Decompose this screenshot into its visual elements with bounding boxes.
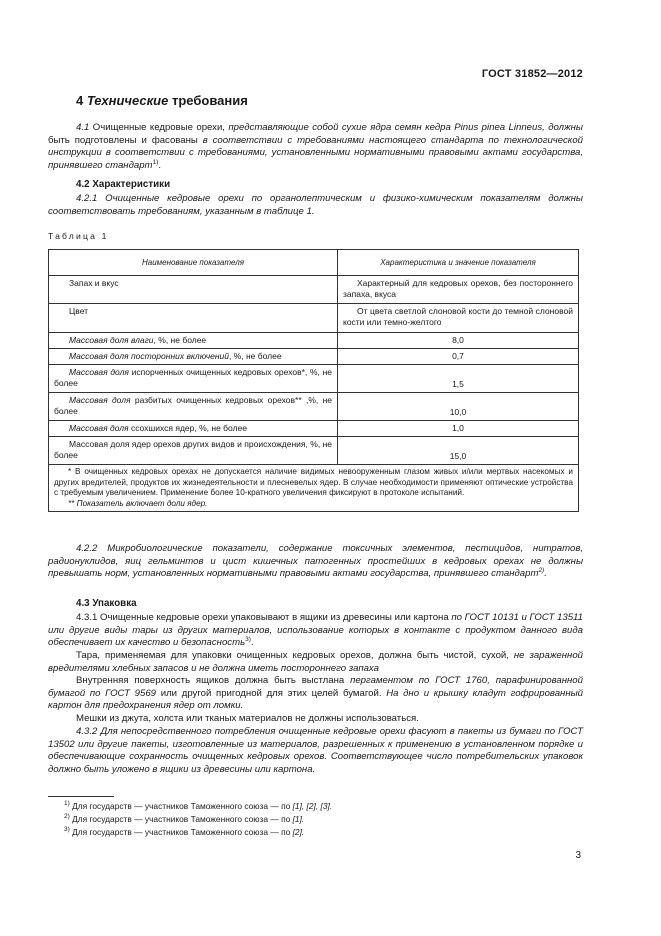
footnote-separator (48, 796, 114, 797)
table-header-row (49, 250, 579, 276)
footnote-2: $^{2)}$ Для государств — участников Таможенного союза — по [1]. (64, 813, 305, 824)
table-footnote-2: ** Показатель включает доли ядер. (68, 498, 208, 508)
table-cell-value: 8,0 (338, 333, 579, 349)
table-cell-name: Массовая доля ссохшихся ядер, %, не более (49, 421, 338, 437)
table-row (49, 304, 579, 333)
table-row (49, 421, 579, 437)
table-cell-value: 10,0 (338, 393, 579, 421)
section-title-italic: Технические (86, 93, 169, 108)
subsection-4-2: 4.2 Характеристики (76, 179, 171, 190)
footnote-ref: 2) (538, 567, 545, 574)
table-cell-name: Массовая доля влаги, %, не более (49, 333, 338, 349)
paragraph-4-1: 4.1 Очищенные кедровые орехи, представляющие собой сухие ядра семян кедра Pinus pinea Linneus, должны быть подготовлены и фасованы в соответствии с требованиями настоящего стандарта по технологической инструкции в соответствии с требованиями, установленными нормативными правовыми актами государства, принявшего стандарт$^{1)}$. (48, 122, 583, 171)
section-title-rest: требования (171, 93, 248, 108)
table-footnote-1: * В очищенных кедровых орехах не допускается наличие видимых невооруженным глазом живых и/или мертвых насекомых и других вредителей, продуктов их жизнедеятельности и плесневелых ядер. В случае необходимости применяют оптические устройства с требуемым увеличением. Применение более 10-кратного увеличения фиксируют в протоколе испытаний. (54, 467, 573, 498)
table-1 (48, 249, 579, 512)
table-footnote (49, 465, 579, 512)
paragraph-tara: Тара, применяемая для упаковки очищенных кедровых орехов, должна быть чистой, сухой, не зараженной вредителями хлебных запасов и не должна иметь постороннего запаха (48, 650, 583, 674)
subsection-4-3: 4.3 Упаковка (76, 598, 137, 609)
table-row (49, 437, 579, 465)
table-row (49, 365, 579, 393)
paragraph-4-2-2: 4.2.2 Микробиологические показатели, содержание токсичных элементов, пестицидов, нитратов, радионуклидов, яиц гельминтов и цист кишечных патогенных простейших в кедровых орехах не должны превышать норм, установленных нормативными правовыми актами государства, принявшего стандарт$^{2)}$. (48, 543, 583, 580)
table-cell-name: Массовая доля испорченных очищенных кедровых орехов*, %, не более (49, 365, 338, 393)
table-cell-name: Запах и вкус (49, 276, 338, 304)
section-number: 4 (76, 93, 84, 108)
table-cell-name: Массовая доля посторонних включений, %, не более (49, 349, 338, 365)
paragraph-4-3-2: 4.3.2 Для непосредственного потребления очищенные кедровые орехи фасуют в пакеты из бумаги по ГОСТ 13502 или другие пакеты, изготовленные из материалов, разрешенных к применению в установленном порядке и обеспечивающие сохранность очищенных кедровых орехов. Соответствующее число потребительских упаковок должно быть уложено в ящики из древесины или картона. (48, 726, 583, 775)
paragraph-inner-surface: Внутренняя поверхность ящиков должна быть выстлана пергаментом по ГОСТ 1760, парафинированной бумагой по ГОСТ 9569 или другой пригодной для этих целей бумагой. На дно и крышку кладут гофрированный картон для предохранения ядер от ломки. (48, 675, 583, 712)
table-row (49, 333, 579, 349)
document-header: ГОСТ 31852—2012 (481, 68, 583, 80)
table-cell-value: 15,0 (338, 437, 579, 465)
section-title (76, 93, 248, 108)
table-row (49, 276, 579, 304)
table-cell-name: Массовая доля разбитых очищенных кедровых орехов** ,%, не более (49, 393, 338, 421)
table-header-name: Наименование показателя (49, 250, 338, 276)
table-footnote-row (49, 465, 579, 512)
table-cell-value: Характерный для кедровых орехов, без постороннего запаха, вкуса (338, 276, 579, 304)
table-cell-value: 0,7 (338, 349, 579, 365)
table-cell-value: 1,5 (338, 365, 579, 393)
footnote-ref: 1) (152, 158, 159, 166)
page-number: 3 (575, 850, 581, 861)
table-row (49, 349, 579, 365)
paragraph-bags: Мешки из джута, холста или тканых материалов не должны использоваться. (76, 713, 419, 724)
footnote-1: $^{1)}$ Для государств — участников Таможенного союза — по [1], [2], [3]. (64, 800, 333, 811)
table-cell-name: Цвет (49, 304, 338, 333)
table-cell-name: Массовая доля ядер орехов других видов и происхождения, %, не более (49, 437, 338, 465)
paragraph-4-2-1: 4.2.1 Очищенные кедровые орехи по органолептическим и физико-химическим показателям должны соответствовать требованиям, указанным в таблице 1. (48, 193, 583, 217)
clause-number: 4.1 (76, 122, 90, 133)
table-row (49, 393, 579, 421)
footnote-3: $^{3)}$ Для государств — участников Таможенного союза — по [2]. (64, 826, 305, 837)
table-header-value: Характеристика и значение показателя (338, 250, 579, 276)
footnote-ref: 3) (245, 636, 251, 643)
paragraph-4-3-1: 4.3.1 Очищенные кедровые орехи упаковывают в ящики из древесины или картона по ГОСТ 10131 и ГОСТ 13511 или другие виды тары из других материалов, использование которых в контакте с продуктом данного вида обеспечивает их качество и безопасность$^{3)}$. (48, 612, 583, 649)
table-caption: Таблица 1 (48, 231, 109, 241)
table-cell-value: 1,0 (338, 421, 579, 437)
table-cell-value: От цвета светлой слоновой кости до темной слоновой кости или темно-желтого (338, 304, 579, 333)
